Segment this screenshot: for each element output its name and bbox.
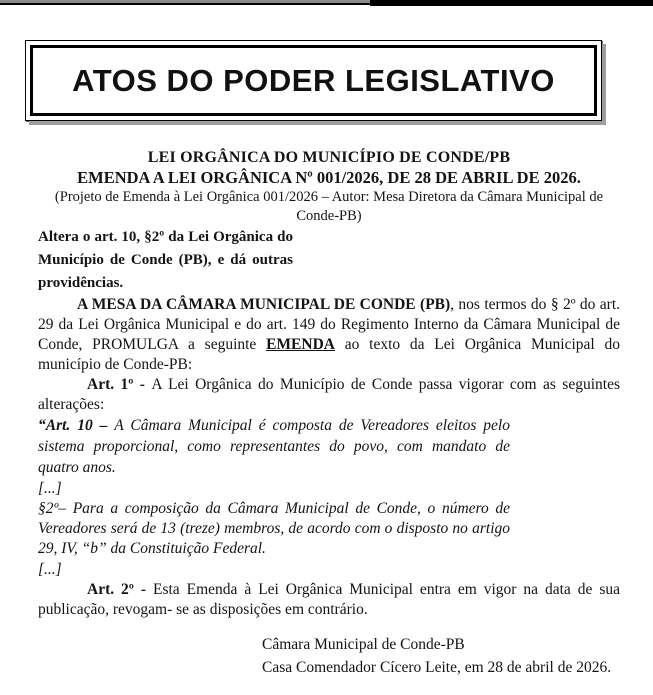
article-2-text: Esta Emenda à Lei Orgânica Municipal entra em vigor na data de sua publicação, revogam- se as disposições em contrário.: [38, 581, 621, 618]
masthead-title: ATOS DO PODER LEGISLATIVO: [72, 62, 555, 98]
amendment-title-heading: EMENDA A LEI ORGÂNICA Nº 001/2026, DE 28 DE ABRIL DE 2026.: [77, 168, 581, 187]
signature-block: [262, 633, 620, 679]
emenda-highlight: EMENDA: [266, 336, 335, 353]
project-note: (Projeto de Emenda à Lei Orgânica 001/2026 – Autor: Mesa Diretora da Câmara Municipal de Conde-PB): [54, 189, 604, 224]
scan-bar-left-segment: [0, 0, 370, 7]
article-10-quote: [38, 415, 510, 478]
law-title-heading: LEI ORGÂNICA DO MUNICÍPIO DE CONDE/PB: [147, 149, 511, 166]
preamble-middle: , nos termos do § 2º do art. 29 da Lei Orgânica Municipal e do art. 149 do Regimento Interno da Câmara Municipal de Conde, PROMULGA a seguinte: [38, 296, 621, 353]
preamble-tail: ao texto da Lei Orgânica Municipal do município de Conde-PB:: [38, 336, 621, 373]
article-1-label: Art. 1º -: [87, 376, 152, 393]
article-1-caput: [38, 375, 620, 415]
preamble-paragraph: [38, 295, 620, 375]
article-2-caput: [38, 580, 620, 620]
preamble-lead: A MESA DA CÂMARA MUNICIPAL DE CONDE (PB): [77, 296, 451, 313]
document-body: [38, 148, 620, 679]
masthead-box-inner: [30, 45, 597, 116]
signature-place-date: Casa Comendador Cícero Leite, em 28 de abril de 2026.: [262, 659, 612, 676]
article-10-quote-body: A Câmara Municipal é composta de Vereadores eleitos pelo sistema proporcional, como representantes do povo, com mandato de quatro anos.: [38, 417, 510, 476]
ellipsis-marker-2: [...]: [38, 561, 62, 578]
epigraph: Altera o art. 10, §2º da Lei Orgânica do Município de Conde (PB), e dá outras providências.: [38, 229, 293, 291]
masthead-box: [25, 40, 602, 121]
paragraph-2-quote: §2º– Para a composição da Câmara Municipal de Conde, o número de Vereadores será de 13 (treze) membros, de acordo com o disposto no artigo 29, IV, “b” da Constituição Federal.: [38, 500, 510, 557]
scan-bar-right-segment: [370, 0, 653, 6]
article-1-text: A Lei Orgânica do Município de Conde passa vigorar com as seguintes alterações:: [38, 376, 620, 413]
signature-entity: Câmara Municipal de Conde-PB: [262, 636, 465, 653]
scan-edge-artifact: [0, 0, 653, 7]
ellipsis-marker-1: [...]: [38, 480, 62, 497]
article-2-label: Art. 2º -: [87, 581, 153, 598]
article-10-quote-lead: “Art. 10 –: [38, 417, 115, 434]
